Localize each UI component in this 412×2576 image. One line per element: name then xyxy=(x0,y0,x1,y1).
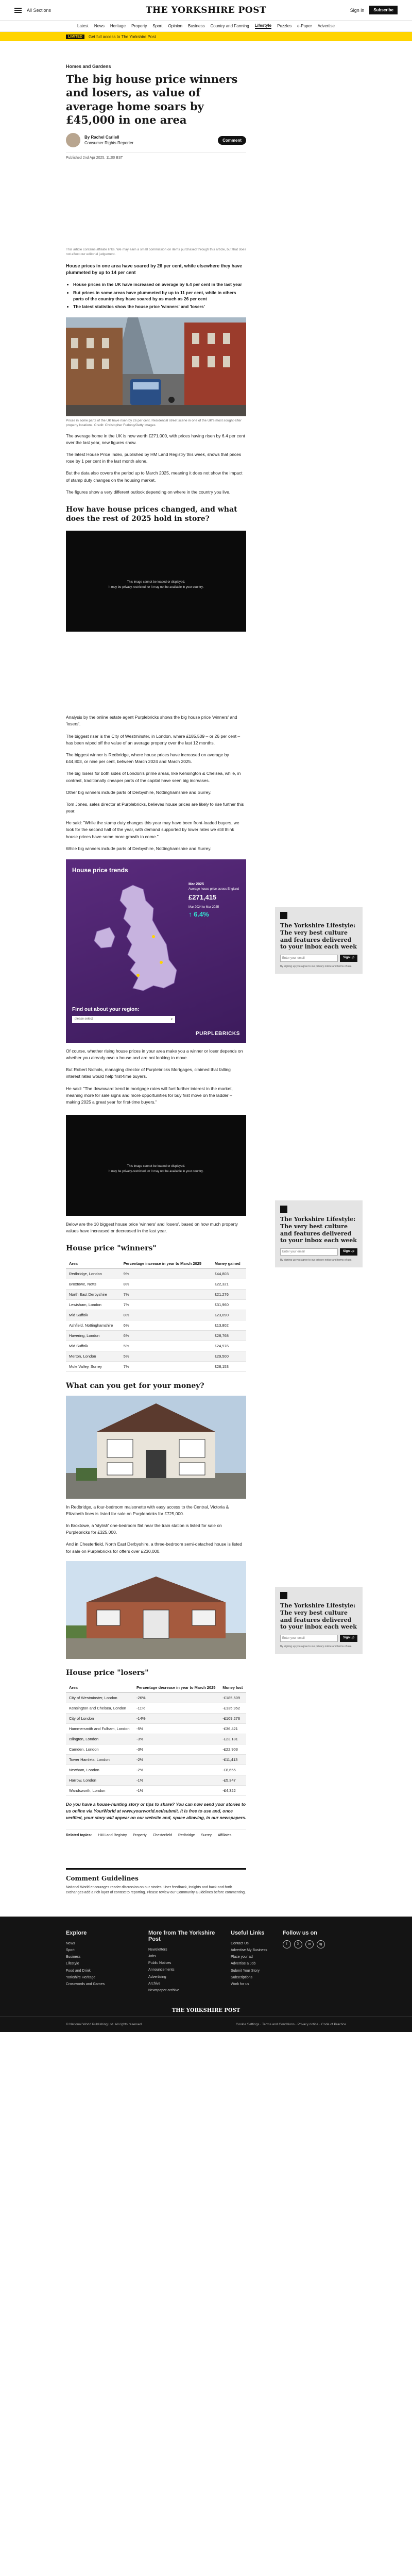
video-player[interactable] xyxy=(66,531,246,632)
table-cell: £28,153 xyxy=(212,1361,246,1371)
newsletter-signup-button[interactable]: Sign up xyxy=(340,1248,357,1256)
footer-column xyxy=(66,1930,133,1994)
footer-link[interactable]: Advertise a Job xyxy=(231,1962,256,1966)
table-cell: Tower Hamlets, London xyxy=(66,1755,133,1765)
nav-item-business[interactable]: Business xyxy=(188,24,205,28)
table-cell: -£22,903 xyxy=(219,1744,246,1755)
infographic-stats xyxy=(188,882,240,919)
topic-link[interactable]: Chesterfield xyxy=(152,1833,173,1837)
table-row xyxy=(66,1765,246,1775)
top-bar xyxy=(0,0,412,21)
section-heading-outlook: How have house prices changed, and what does the rest of 2025 hold in store? xyxy=(66,505,237,523)
footer-link[interactable]: Newsletters xyxy=(148,1947,167,1952)
newsletter-email-input[interactable]: Enter your email xyxy=(280,1248,338,1256)
video-error-title: This image cannot be loaded or displayed. xyxy=(127,581,185,584)
body-paragraph: The big losers for both sides of London's prime areas, like Kensington & Chelsea, while, in contrast, traditionally cheaper parts of the capital have seen big increases. xyxy=(66,771,241,783)
stat-sub: Average house price across England xyxy=(188,887,239,891)
footer-link[interactable]: Lifestyle xyxy=(66,1962,79,1966)
table-cell: -5% xyxy=(133,1724,219,1734)
money-heading: What can you get for your money? xyxy=(66,1381,204,1390)
social-icon[interactable]: ig xyxy=(317,1940,325,1948)
body-paragraph: The biggest riser is the City of Westminster, in London, where £185,509 – or 26 per cent – has been wiped off the value of an average property over the last 12 months. xyxy=(66,733,241,745)
newsletter-box-2 xyxy=(275,1200,363,1267)
purplebricks-logo: PURPLEBRICKS xyxy=(195,1030,240,1037)
table-cell: -3% xyxy=(133,1734,219,1744)
footer-link[interactable]: Advertising xyxy=(148,1975,166,1979)
footer-masthead[interactable]: THE YORKSHIRE POST xyxy=(171,2007,241,2013)
newsletter-title: The Yorkshire Lifestyle: The very best culture and features delivered to your inbox each week xyxy=(280,922,357,951)
table-row xyxy=(66,1341,246,1351)
newsletter-title: The Yorkshire Lifestyle: The very best culture and features delivered to your inbox each week xyxy=(280,1602,357,1631)
table-row xyxy=(66,1310,246,1320)
table-cell: £24,976 xyxy=(212,1341,246,1351)
author-role: Consumer Rights Reporter xyxy=(84,141,134,145)
table-cell: £13,802 xyxy=(212,1320,246,1330)
footer-link[interactable]: Yorkshire Heritage xyxy=(66,1976,96,1980)
closing-paragraph: Do you have a house-hunting story or tips to share? You can now send your stories to us online via YourWorld at www.yourworld.net/submit. It is free to use and, once verified, your story will appear on our website and, space allowing, in our newspapers. xyxy=(66,1802,247,1821)
street-photo xyxy=(66,317,246,416)
footer-link[interactable]: Contact Us xyxy=(231,1941,249,1945)
table-row xyxy=(66,1320,246,1330)
winners-heading: House price "winners" xyxy=(66,1244,157,1253)
winners-table xyxy=(66,1259,246,1372)
subscribe-button[interactable]: Subscribe xyxy=(369,6,398,14)
body-paragraph: But Robert Nichols, managing director of Purplebricks Mortgages, claimed that falling interest rates would help first-time buyers. xyxy=(66,1067,231,1079)
summary-bullet: • But prices in some areas have plummeted by up to 11 per cent, while in others parts of the country they have soared by as much as 26 per cent xyxy=(73,290,246,302)
footer-link[interactable]: Subscriptions xyxy=(231,1976,253,1980)
article-kicker[interactable]: Homes and Gardens xyxy=(66,64,111,69)
table-cell: -£5,347 xyxy=(219,1775,246,1786)
nav-item-news[interactable]: News xyxy=(94,24,105,28)
brick-house-illustration xyxy=(66,1561,246,1659)
newsletter-title: The Yorkshire Lifestyle: The very best culture and features delivered to your inbox each week xyxy=(280,1216,357,1244)
summary-bullet: • The latest statistics show the house price 'winners' and 'losers' xyxy=(73,303,246,310)
related-topics xyxy=(66,1829,246,1837)
table-row xyxy=(66,1693,246,1703)
region-prompt: Find out about your region: xyxy=(72,1006,140,1012)
social-icon[interactable]: X xyxy=(294,1940,302,1948)
footer-link[interactable]: Submit Your Story xyxy=(231,1969,260,1973)
body-paragraph: He said: "While the stamp duty changes this year may have been front-loaded buyers, we look for the second half of the year, with demand supported by lower rates we still think house prices have some more growth to come." xyxy=(66,820,239,839)
table-cell: Broxtowe, Notts xyxy=(66,1279,121,1289)
table-cell: 5% xyxy=(121,1341,212,1351)
nav-item-lifestyle[interactable]: Lifestyle xyxy=(254,23,272,28)
main-nav xyxy=(0,21,412,32)
newsletter-terms: By signing up you agree to our privacy notice and terms of use. xyxy=(280,1645,352,1648)
newsletter-box-3 xyxy=(275,1587,363,1654)
table-header: Area xyxy=(66,1259,121,1269)
nav-item-puzzles[interactable]: Puzzles xyxy=(277,24,292,28)
chevron-down-icon: ▾ xyxy=(170,1018,173,1021)
street-scene-illustration xyxy=(66,317,246,416)
table-cell: North East Derbyshire xyxy=(66,1289,121,1299)
table-cell: -£11,413 xyxy=(219,1755,246,1765)
table-cell: -£135,952 xyxy=(219,1703,246,1714)
footer-column-title: Explore xyxy=(66,1929,87,1936)
table-row xyxy=(66,1703,246,1714)
video-error-detail: It may be privacy-restricted, or it may not be available in your country. xyxy=(108,585,204,589)
footer-link[interactable]: News xyxy=(66,1941,75,1945)
table-cell: -1% xyxy=(133,1775,219,1786)
table-cell: £23,090 xyxy=(212,1310,246,1320)
table-cell: 7% xyxy=(121,1289,212,1299)
body-paragraph: The biggest winner is Redbridge, where house prices have increased on average by £44,803, or nine per cent, between March 2024 and March 2025. xyxy=(66,752,229,765)
house-photo-1 xyxy=(66,1396,246,1499)
newsletter-terms: By signing up you agree to our privacy notice and terms of use. xyxy=(280,1259,352,1262)
nav-item-heritage[interactable]: Heritage xyxy=(110,24,126,28)
table-cell: -£8,655 xyxy=(219,1765,246,1775)
comments-text: National World encourages reader discussion on our stories. User feedback, insights and back-and-forth exchanges add a rich layer of context to reporting. Please review our Community Guidelines before commenting. xyxy=(66,1885,246,1895)
body-paragraph: Tom Jones, sales director at Purplebricks, believes house prices are likely to rise further this year. xyxy=(66,801,244,814)
table-row xyxy=(66,1351,246,1361)
table-cell: Wandsworth, London xyxy=(66,1786,133,1796)
yp-logo-icon xyxy=(280,912,287,919)
table-row xyxy=(66,1361,246,1371)
losers-heading: House price "losers" xyxy=(66,1668,149,1677)
stat-change-label: Mar 2024 to Mar 2025 xyxy=(188,906,219,909)
table-row xyxy=(66,1299,246,1310)
body-paragraph: In Redbridge, a four-bedroom maisonette with easy access to the Central, Victoria & Elizabeth lines is listed for sale on Purplebricks for £725,000. xyxy=(66,1504,229,1516)
table-cell: Harrow, London xyxy=(66,1775,133,1786)
nav-item-latest[interactable]: Latest xyxy=(77,24,89,28)
table-cell: 7% xyxy=(121,1299,212,1310)
stat-value: £271,415 xyxy=(188,893,217,902)
topic-link[interactable]: Affiliates xyxy=(217,1833,232,1837)
sign-in-link[interactable]: Sign in xyxy=(350,7,365,13)
table-row xyxy=(66,1786,246,1796)
table-cell: £29,500 xyxy=(212,1351,246,1361)
body-paragraph: Of course, whether rising house prices in your area make you a winner or loser depends on whether you already own a house and are not looking to move. xyxy=(66,1048,243,1061)
table-cell: 9% xyxy=(121,1268,212,1279)
table-cell: -£23,181 xyxy=(219,1734,246,1744)
table-header: Percentage increase in year to March 2025 xyxy=(121,1259,212,1269)
table-header: Money gained xyxy=(212,1259,246,1269)
footer-link[interactable]: Sport xyxy=(66,1948,75,1952)
table-cell: Camden, London xyxy=(66,1744,133,1755)
menu-label: All Sections xyxy=(27,7,52,13)
table-header: Money lost xyxy=(219,1683,246,1693)
table-row xyxy=(66,1744,246,1755)
table-cell: 5% xyxy=(121,1351,212,1361)
footer-link[interactable]: Advertise My Business xyxy=(231,1948,267,1952)
newsletter-email-input[interactable]: Enter your email xyxy=(280,1635,338,1642)
table-cell: -£36,421 xyxy=(219,1724,246,1734)
nav-item-e-paper[interactable]: e-Paper xyxy=(297,24,312,28)
body-paragraph: The latest House Price Index, published by HM Land Registry this week, shows that prices rose by 1 per cent in the last month alone. xyxy=(66,452,242,464)
table-cell: -£4,322 xyxy=(219,1786,246,1796)
footer-link[interactable]: Business xyxy=(66,1955,81,1959)
table-cell: Newham, London xyxy=(66,1765,133,1775)
table-row xyxy=(66,1330,246,1341)
table-cell: £28,768 xyxy=(212,1330,246,1341)
footer-link[interactable]: Archive xyxy=(148,1982,161,1986)
table-cell: 7% xyxy=(121,1361,212,1371)
promo-text: Get full access to The Yorkshire Post xyxy=(89,34,156,39)
footer-column-title: More from The Yorkshire Post xyxy=(148,1929,215,1942)
footer-link[interactable]: Work for us xyxy=(231,1982,249,1987)
table-cell: 8% xyxy=(121,1279,212,1289)
table-header-row xyxy=(66,1259,246,1269)
table-cell: Kensington and Chelsea, London xyxy=(66,1703,133,1714)
table-cell: -3% xyxy=(133,1744,219,1755)
table-cell: -14% xyxy=(133,1714,219,1724)
menu-toggle[interactable] xyxy=(14,8,117,13)
table-header-row xyxy=(66,1683,246,1693)
footer-column-title: Follow us on xyxy=(282,1929,318,1936)
table-row xyxy=(66,1714,246,1724)
table-cell: Lewisham, London xyxy=(66,1299,121,1310)
article-headline: The big house price winners and losers, as value of average home soars by £45,000 in one area xyxy=(66,73,238,126)
footer-column xyxy=(148,1930,215,1994)
nav-item-advertise[interactable]: Advertise xyxy=(317,24,335,28)
affiliate-note: This article contains affiliate links. We may earn a small commission on items purchased through this article, but that does not affect our editorial judgement. xyxy=(66,248,246,257)
ad-slot xyxy=(66,160,346,247)
footer-link[interactable]: Newspaper archive xyxy=(148,1989,179,1993)
site-masthead[interactable]: THE YORKSHIRE POST xyxy=(145,5,267,15)
video-error-detail-2: It may be privacy-restricted, or it may not be available in your country. xyxy=(108,1170,204,1173)
region-select[interactable] xyxy=(72,1016,175,1023)
comment-guidelines xyxy=(66,1868,246,1896)
table-cell: Ashfield, Nottinghamshire xyxy=(66,1320,121,1330)
photo-caption-1: Prices in some parts of the UK have risen by 26 per cent. Residential street scene in one of the UK's most sought-after property locations. Credit: Christopher Furlong/Getty Images xyxy=(66,418,242,427)
table-row xyxy=(66,1268,246,1279)
table-row xyxy=(66,1724,246,1734)
table-row xyxy=(66,1734,246,1744)
newsletter-signup-button[interactable]: Sign up xyxy=(340,1635,357,1642)
byline xyxy=(66,133,246,147)
table-row xyxy=(66,1279,246,1289)
table-cell: Havering, London xyxy=(66,1330,121,1341)
topic-link[interactable]: Surrey xyxy=(201,1833,212,1837)
house-photo-2 xyxy=(66,1561,246,1659)
footer-link[interactable]: Announcements xyxy=(148,1968,175,1972)
region-select-value: please select xyxy=(75,1017,93,1021)
comment-button[interactable]: Comment xyxy=(218,136,246,145)
table-cell: £22,321 xyxy=(212,1279,246,1289)
footer-link[interactable]: Public Notices xyxy=(148,1961,171,1965)
nav-item-opinion[interactable]: Opinion xyxy=(168,24,183,28)
yp-logo-icon xyxy=(280,1206,287,1213)
table-cell: Hammersmith and Fulham, London xyxy=(66,1724,133,1734)
comments-title: Comment Guidelines xyxy=(66,1874,139,1882)
table-cell: Mid Suffolk xyxy=(66,1341,121,1351)
video-player-2[interactable] xyxy=(66,1115,246,1216)
table-cell: 8% xyxy=(121,1310,212,1320)
table-cell: -11% xyxy=(133,1703,219,1714)
related-topics-label: Related topics: xyxy=(66,1833,92,1837)
table-cell: City of Westminster, London xyxy=(66,1693,133,1703)
table-cell: -1% xyxy=(133,1786,219,1796)
nav-item-property[interactable]: Property xyxy=(131,24,147,28)
body-paragraph: Analysis by the online estate agent Purplebricks shows the big house price 'winners' and 'losers'. xyxy=(66,715,237,727)
publish-date: Published 2nd Apr 2025, 11:00 BST xyxy=(66,152,246,160)
hamburger-icon xyxy=(14,8,22,13)
table-cell: -£185,509 xyxy=(219,1693,246,1703)
summary-bullet: • House prices in the UK have increased on average by 6.4 per cent in the last year xyxy=(73,281,246,287)
table-cell: Mid Suffolk xyxy=(66,1310,121,1320)
table-cell: £31,960 xyxy=(212,1299,246,1310)
body-paragraph: Below are the 10 biggest house price 'winners' and 'losers', based on how much property values have increased or decreased in the last year. xyxy=(66,1222,238,1234)
body-paragraph: While big winners include parts of Derbyshire, Nottinghamshire and Surrey. xyxy=(66,845,212,851)
footer-column-title: Useful Links xyxy=(231,1929,265,1936)
footer-column xyxy=(283,1930,325,1994)
table-header: Percentage decrease in year to March 2025 xyxy=(133,1683,219,1693)
body-paragraph: He said: "The downward trend in mortgage rates will fuel further interest in the market, meaning more for sale signs and more opportunities for buy first move on the ladder – making 2025 a great year for first-time buyers." xyxy=(66,1086,233,1105)
footer-column xyxy=(231,1930,267,1994)
table-cell: -2% xyxy=(133,1765,219,1775)
author-avatar xyxy=(66,133,80,147)
body-paragraph: But the data also covers the period up to March 2025, meaning it does not show the impact of stamp duty changes on the housing market. xyxy=(66,470,243,483)
summary-bullets xyxy=(66,281,246,310)
site-footer xyxy=(0,1917,412,2032)
topic-link[interactable]: Property xyxy=(133,1833,147,1837)
video-error-title-2: This image cannot be loaded or displayed. xyxy=(127,1165,185,1168)
nav-item-country-and-farming[interactable]: Country and Farming xyxy=(210,24,249,28)
stat-label: Mar 2025 xyxy=(188,882,204,886)
table-row xyxy=(66,1289,246,1299)
body-paragraph: The figures show a very different outlook depending on where in the country you live. xyxy=(66,489,231,495)
newsletter-email-input[interactable]: Enter your email xyxy=(280,955,338,962)
body-paragraph: The average home in the UK is now worth £271,000, with prices having risen by 6.4 per cent over the last year, new figures show. xyxy=(66,433,245,445)
standfirst: House prices in one area have soared by 26 per cent, while elsewhere they have plummeted by up to 14 per cent xyxy=(66,263,243,276)
table-cell: £21,276 xyxy=(212,1289,246,1299)
footer-link[interactable]: Jobs xyxy=(148,1954,156,1958)
topic-link[interactable]: Redbridge xyxy=(178,1833,195,1837)
legal-links[interactable]: Cookie Settings · Terms and Conditions · Privacy notice · Code of Practice xyxy=(235,2022,346,2026)
yp-logo-icon xyxy=(280,1592,287,1599)
table-cell: -£109,276 xyxy=(219,1714,246,1724)
body-paragraph: In Broxtowe, a 'stylish' one-bedroom flat near the train station is listed for sale on Purplebricks for £325,000. xyxy=(66,1523,222,1535)
footer-link[interactable]: Place your ad xyxy=(231,1955,253,1959)
nav-item-sport[interactable]: Sport xyxy=(152,24,163,28)
table-cell: £44,803 xyxy=(212,1268,246,1279)
table-cell: -26% xyxy=(133,1693,219,1703)
table-header: Area xyxy=(66,1683,133,1693)
semi-detached-house-illustration xyxy=(66,1396,246,1499)
losers-table xyxy=(66,1683,246,1796)
table-row xyxy=(66,1775,246,1786)
table-cell: 6% xyxy=(121,1330,212,1341)
table-cell: Merton, London xyxy=(66,1351,121,1361)
author-name[interactable]: By Rachel Carliell xyxy=(84,134,119,140)
body-paragraph: And in Chesterfield, North East Derbyshire, a three-bedroom semi-detached house is listed for sale on Purplebricks for offers over £230,000. xyxy=(66,1541,243,1554)
table-row xyxy=(66,1755,246,1765)
footer-link[interactable]: Crosswords and Games xyxy=(66,1982,105,1987)
copyright: © National World Publishing Ltd. All rights reserved. xyxy=(66,2022,143,2026)
social-icon[interactable]: f xyxy=(283,1940,291,1948)
newsletter-box-1 xyxy=(275,907,363,974)
newsletter-terms: By signing up you agree to our privacy notice and terms of use. xyxy=(280,965,352,968)
infographic-title: House price trends xyxy=(72,866,128,874)
stat-change: ↑ 6.4% xyxy=(188,910,209,918)
newsletter-signup-button[interactable]: Sign up xyxy=(340,955,357,962)
topic-link[interactable]: HM Land Registry xyxy=(98,1833,127,1837)
promo-banner[interactable] xyxy=(0,32,412,41)
body-paragraph: Other big winners include parts of Derbyshire, Nottinghamshire and Surrey. xyxy=(66,789,212,795)
footer-link[interactable]: Food and Drink xyxy=(66,1969,91,1973)
social-icon[interactable]: in xyxy=(305,1940,314,1948)
table-cell: Redbridge, London xyxy=(66,1268,121,1279)
table-cell: -2% xyxy=(133,1755,219,1765)
table-cell: Islington, London xyxy=(66,1734,133,1744)
house-price-infographic xyxy=(66,859,246,1043)
table-cell: 6% xyxy=(121,1320,212,1330)
promo-tag: LIMITED xyxy=(66,35,84,39)
social-links xyxy=(283,1940,325,1948)
table-cell: City of London xyxy=(66,1714,133,1724)
ad-slot-2 xyxy=(66,632,346,709)
table-cell: Mole Valley, Surrey xyxy=(66,1361,121,1371)
